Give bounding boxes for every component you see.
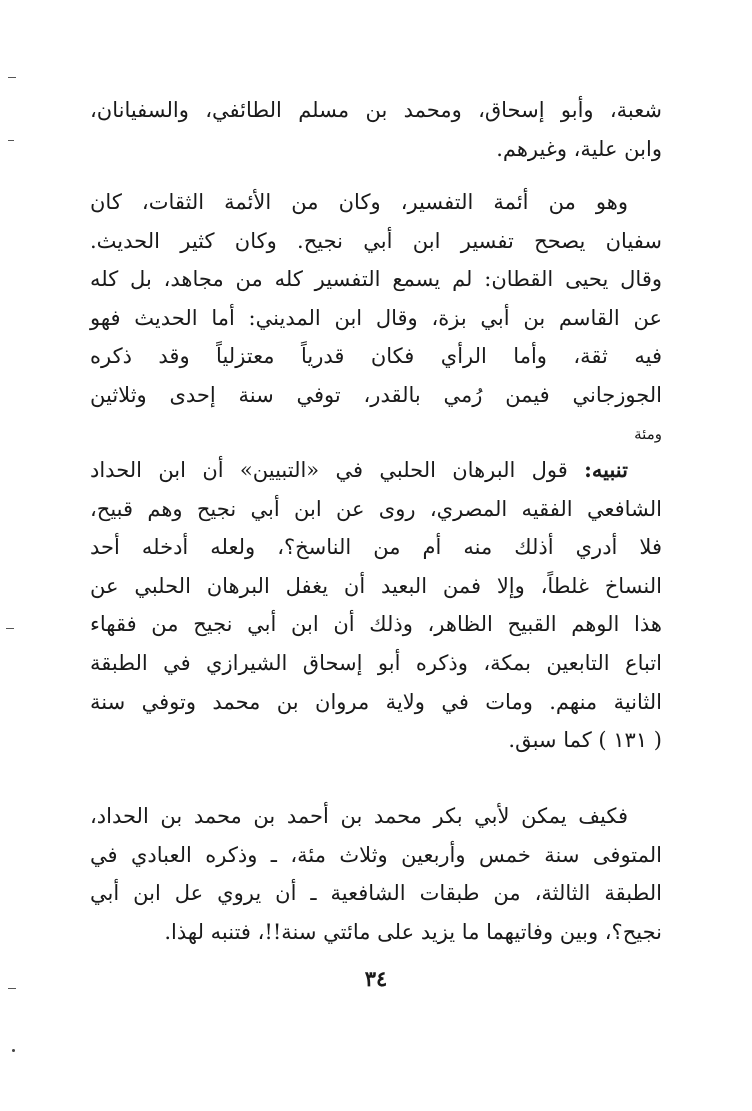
paragraph-1: [90, 91, 662, 168]
text-line: الجوزجاني فيمن رُمي بالقدر، توفي سنة إحدى وثلاثين: [90, 382, 662, 407]
note-text: قول البرهان الحلبي في «التبيين» أن ابن الحداد: [90, 458, 568, 482]
text-line: وقال يحيى القطان: لم يسمع التفسير كله من مجاهد، بل كله: [90, 267, 662, 292]
margin-mark: [8, 77, 16, 78]
text-line: فيه ثقة، وأما الرأي فكان قدرياً معتزلياً وقد ذكره: [90, 344, 662, 369]
margin-mark: [6, 628, 14, 629]
paragraph-3: [90, 451, 662, 760]
text-line: وهو من أئمة التفسير، وكان من الأئمة الثقات، كان: [90, 190, 628, 214]
text-line: وابن علية، وغيرهم.: [496, 136, 662, 161]
text-line: فلا أدري أذلك منه أم من الناسخ؟، ولعله أدخله أحد: [90, 535, 662, 560]
text-line: الثانية منهم. ومات في ولاية مروان بن محمد وتوفي سنة: [90, 689, 662, 714]
margin-mark: [8, 140, 14, 141]
text-line: النساخ غلطاً، وإلا فمن البعيد أن يغفل البرهان الحلبي عن: [90, 573, 662, 598]
margin-dot: [12, 1049, 15, 1052]
text-line: المتوفى سنة خمس وأربعين وثلاث مئة، ـ وذكره العبادي في: [90, 842, 662, 867]
text-line: ومئة: [634, 424, 662, 443]
page-number: ٣٤: [364, 966, 388, 991]
text-line: [90, 451, 662, 490]
text-line: الطبقة الثالثة، من طبقات الشافعية ـ أن يروي عل ابن أبي: [90, 881, 662, 906]
text-line: سفيان يصحح تفسير ابن أبي نجيح. وكان كثير الحديث.: [90, 228, 662, 253]
text-line: نجيح؟، وبين وفاتيهما ما يزيد على مائتي سنة!!، فتنبه لهذا.: [164, 919, 662, 944]
text-line: اتباع التابعين بمكة، وذكره أبو إسحاق الشيرازي في الطبقة: [90, 650, 662, 675]
text-line: الشافعي الفقيه المصري، روى عن ابن أبي نجيح وهم قبيح،: [90, 496, 662, 521]
text-line: عن القاسم بن أبي بزة، وقال ابن المديني: أما الحديث فهو: [90, 305, 662, 330]
text-line: شعبة، وأبو إسحاق، ومحمد بن مسلم الطائفي، والسفيانان،: [90, 98, 662, 122]
margin-mark: [8, 988, 16, 989]
text-line: هذا الوهم القبيح الظاهر، وذلك أن ابن أبي نجيح من فقهاء: [90, 612, 662, 637]
text-line: فكيف يمكن لأبي بكر محمد بن أحمد بن محمد بن الحداد،: [90, 804, 628, 828]
paragraph-2: [90, 183, 662, 453]
text-line: ( ١٣١ ) كما سبق.: [508, 728, 662, 753]
paragraph-4: [90, 797, 662, 951]
note-lead: تنبيه:: [584, 457, 628, 482]
